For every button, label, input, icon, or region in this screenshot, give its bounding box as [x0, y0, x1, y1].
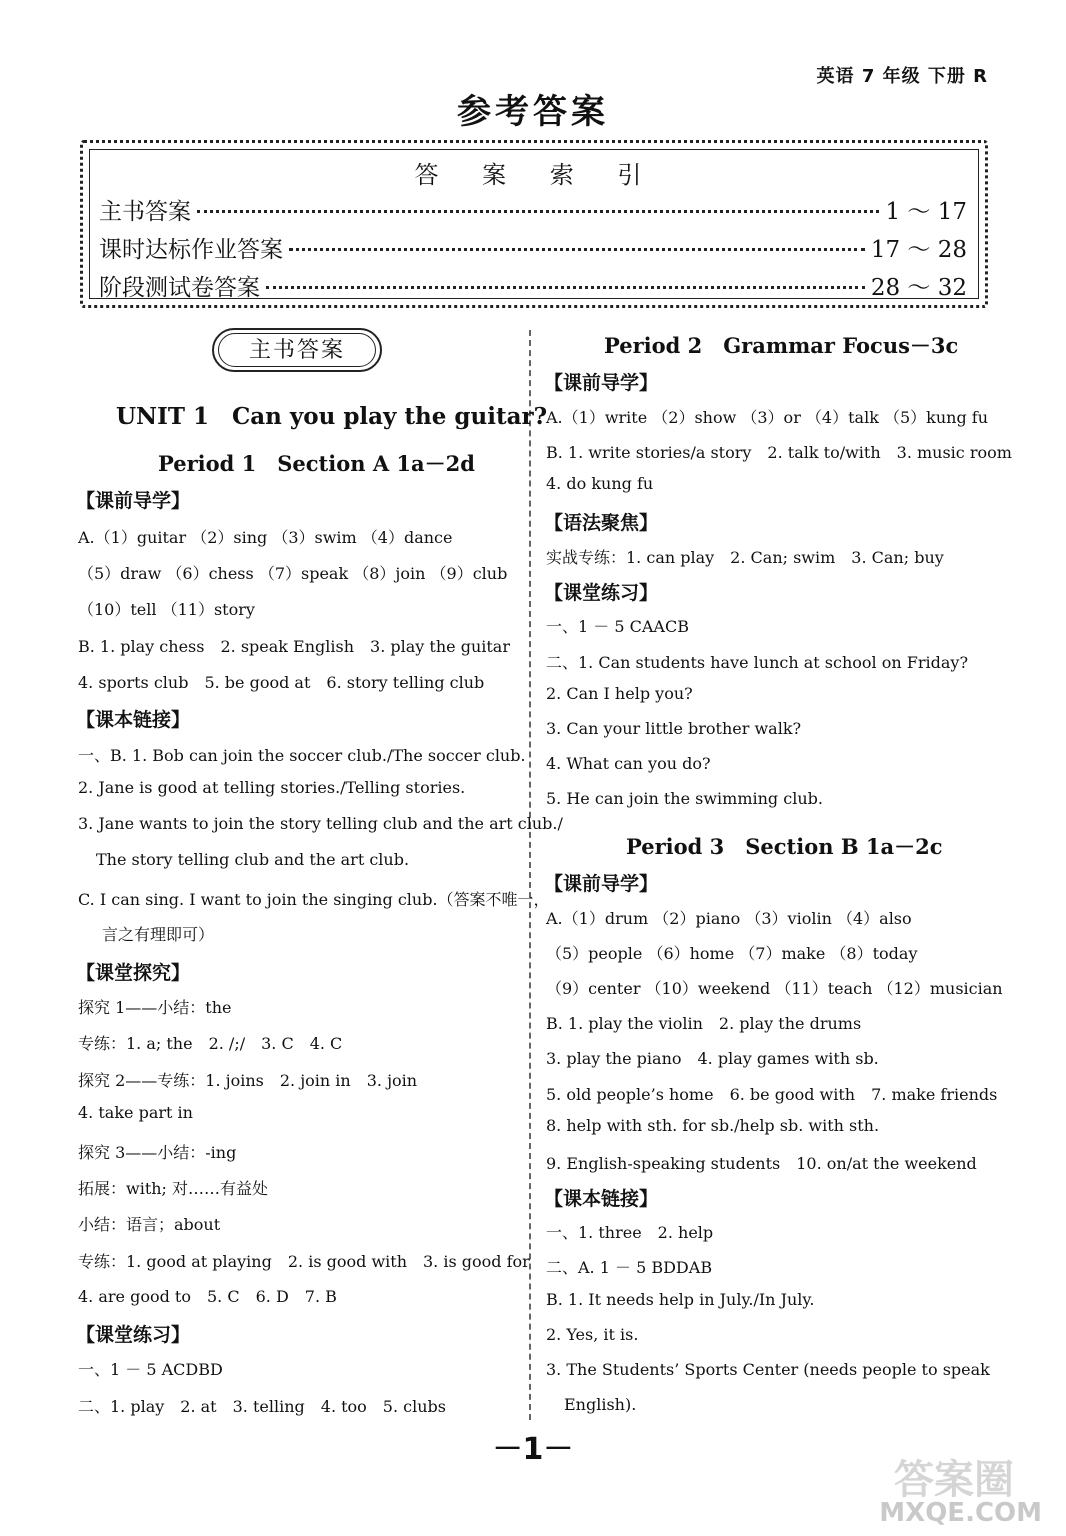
answer-line: 3. Jane wants to join the story telling club and the art club./: [78, 814, 563, 833]
section-heading: 【课前导学】: [544, 372, 659, 394]
answer-line: 一、B. 1. Bob can join the soccer club./The soccer club.: [78, 746, 526, 765]
index-item-label: 课时达标作业答案: [99, 237, 283, 263]
header-grade: 英语 7 年级 下册 R: [816, 66, 988, 87]
answer-line: （9）center （10）weekend （11）teach （12）musician: [546, 979, 1003, 998]
section-heading: 【课堂练习】: [76, 1324, 191, 1346]
answer-line: 2. Yes, it is.: [546, 1325, 639, 1344]
answer-line: 一、1 － 5 ACDBD: [78, 1360, 223, 1379]
answer-line: B. 1. play chess 2. speak English 3. play the guitar: [78, 637, 510, 656]
section-heading: 【课堂探究】: [76, 962, 191, 984]
answer-line: （5）draw （6）chess （7）speak （8）join （9）club: [78, 564, 508, 583]
answer-line: 4. take part in: [78, 1103, 193, 1122]
answer-line: 5. old people’s home 6. be good with 7. make friends: [546, 1085, 998, 1104]
index-item-label: 主书答案: [99, 199, 191, 225]
answer-line: 2. Can I help you?: [546, 684, 693, 703]
index-item-range: 28 ～ 32: [870, 275, 967, 301]
answer-line: 探究 1——小结：the: [78, 998, 232, 1017]
period-heading: Period 1 Section A 1a－2d: [158, 451, 475, 476]
section-heading: 【课本链接】: [76, 709, 191, 731]
section-badge-label: 主书答案: [218, 333, 376, 367]
answer-line: 实战专练：1. can play 2. Can; swim 3. Can; buy: [546, 548, 944, 567]
index-item-range: 17 ～ 28: [870, 237, 967, 263]
index-item: [99, 193, 967, 227]
answer-line: 9. English-speaking students 10. on/at the weekend: [546, 1154, 977, 1173]
index-item-range: 1 ～ 17: [885, 199, 967, 225]
answer-line: 探究 3——小结：-ing: [78, 1143, 237, 1162]
answer-line: 一、1 － 5 CAACB: [546, 617, 689, 636]
answer-line: 3. Can your little brother walk?: [546, 719, 802, 738]
answer-line: 一、1. three 2. help: [546, 1223, 714, 1242]
answer-line: （10）tell （11）story: [78, 600, 255, 619]
answer-line: 小结：语言；about: [78, 1215, 221, 1234]
period-heading: Period 3 Section B 1a－2c: [626, 834, 943, 859]
answer-line: A.（1）write （2）show （3）or （4）talk （5）kung fu: [546, 408, 989, 427]
section-heading: 【课本链接】: [544, 1188, 659, 1210]
answer-line: 4. What can you do?: [546, 754, 711, 773]
answer-index-box: [80, 140, 988, 308]
answer-line: 言之有理即可）: [102, 925, 215, 944]
answer-line: 4. do kung fu: [546, 474, 654, 493]
index-title: 答 案 索 引: [414, 161, 660, 189]
page-title: 参考答案: [457, 92, 609, 132]
answer-line: 二、A. 1 － 5 BDDAB: [546, 1258, 713, 1277]
answer-line: A.（1）drum （2）piano （3）violin （4）also: [546, 909, 912, 928]
answer-line: 4. sports club 5. be good at 6. story telling club: [78, 673, 485, 692]
index-item-label: 阶段测试卷答案: [99, 275, 260, 301]
period-heading: Period 2 Grammar Focus－3c: [604, 333, 959, 358]
watermark-cn: 答案圈: [894, 1457, 1014, 1503]
answer-line: English).: [564, 1395, 637, 1414]
index-item: [99, 231, 967, 265]
answer-line: 8. help with sth. for sb./help sb. with sth.: [546, 1116, 880, 1135]
answer-line: 二、1. play 2. at 3. telling 4. too 5. clubs: [78, 1397, 446, 1416]
answer-line: 3. play the piano 4. play games with sb.: [546, 1049, 879, 1068]
answer-line: 4. are good to 5. C 6. D 7. B: [78, 1287, 337, 1306]
section-heading: 【课前导学】: [544, 873, 659, 895]
section-heading: 【课堂练习】: [544, 582, 659, 604]
answer-line: 拓展：with; 对……有益处: [78, 1179, 269, 1198]
index-item: [99, 269, 967, 303]
answer-line: 3. The Students’ Sports Center (needs people to speak: [546, 1360, 990, 1379]
answer-line: 专练：1. good at playing 2. is good with 3. is good for: [78, 1252, 530, 1271]
section-heading: 【课前导学】: [76, 490, 191, 512]
section-badge: [212, 328, 382, 372]
answer-line: The story telling club and the art club.: [96, 850, 410, 869]
answer-line: 2. Jane is good at telling stories./Telling stories.: [78, 778, 466, 797]
watermark-en: MXQE.COM: [879, 1498, 1042, 1528]
answer-line: 探究 2——专练：1. joins 2. join in 3. join: [78, 1071, 418, 1090]
answer-line: 5. He can join the swimming club.: [546, 789, 823, 808]
answer-line: 专练：1. a; the 2. /;/ 3. C 4. C: [78, 1034, 343, 1053]
section-heading: 【语法聚焦】: [544, 512, 659, 534]
answer-line: C. I can sing. I want to join the singing club.（答案不唯一，: [78, 890, 550, 909]
answer-line: B. 1. It needs help in July./In July.: [546, 1290, 815, 1309]
answer-line: （5）people （6）home （7）make （8）today: [546, 944, 918, 963]
answer-line: B. 1. write stories/a story 2. talk to/with 3. music room: [546, 443, 1012, 462]
answer-line: A.（1）guitar （2）sing （3）swim （4）dance: [78, 528, 453, 547]
unit-heading: UNIT 1 Can you play the guitar?: [116, 403, 548, 430]
answer-line: 二、1. Can students have lunch at school on Friday?: [546, 653, 969, 672]
page-number: －1－: [492, 1432, 574, 1467]
watermark-logo: [858, 1448, 1048, 1532]
answer-line: B. 1. play the violin 2. play the drums: [546, 1014, 862, 1033]
